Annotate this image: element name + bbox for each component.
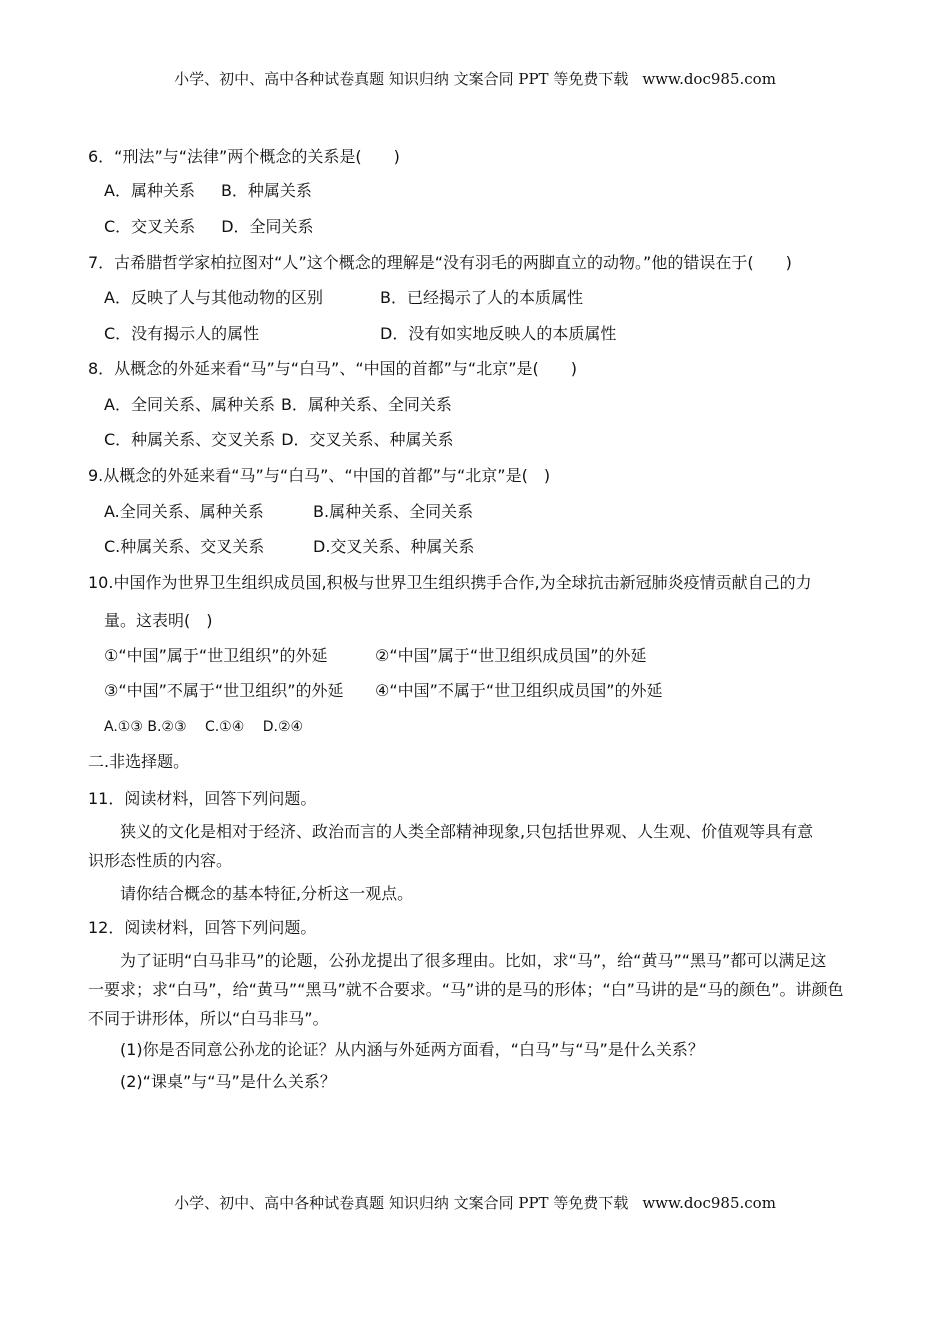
q10-statement-4: ④“中国”不属于“世卫组织成员国”的外延 — [375, 681, 663, 700]
q8-options-row1 — [104, 395, 452, 415]
q10-stem-line2: 量。这表明( ) — [104, 611, 213, 630]
q9-option-d: D.交叉关系、种属关系 — [313, 537, 475, 556]
q8-option-c: C．种属关系、交叉关系 — [104, 430, 276, 449]
q12-subquestion-1: (1)你是否同意公孙龙的论证？从内涵与外延两方面看，“白马”与“马”是什么关系？ — [120, 1040, 704, 1059]
q8-option-b: B．属种关系、全同关系 — [280, 395, 452, 414]
q12-paragraph-1: 为了证明“白马非马”的论题，公孙龙提出了很多理由。比如，求“马”，给“黄马”“黑马”都可以满足这 — [120, 951, 827, 970]
q6-option-a: A．属种关系 — [104, 181, 195, 200]
header-text: 小学、初中、高中各种试卷真题 知识归纳 文案合同 PPT 等免费下载 — [174, 70, 629, 88]
header-url[interactable]: www.doc985.com — [642, 70, 776, 88]
q12-subquestion-2: (2)“课桌”与“马”是什么关系？ — [120, 1072, 336, 1091]
q10-statement-1: ①“中国”属于“世卫组织”的外延 — [104, 646, 328, 665]
q6-stem: 6．“刑法”与“法律”两个概念的关系是( ) — [88, 147, 400, 166]
q7-option-c: C．没有揭示人的属性 — [104, 324, 260, 343]
q8-option-d: D．交叉关系、种属关系 — [281, 430, 454, 449]
q10-statement-2: ②“中国”属于“世卫组织成员国”的外延 — [375, 646, 647, 665]
q9-option-a: A.全同关系、属种关系 — [104, 502, 264, 521]
q8-option-a: A．全同关系、属种关系 — [104, 395, 275, 414]
page-footer — [0, 1192, 950, 1213]
q11-paragraph-3: 请你结合概念的基本特征,分析这一观点。 — [120, 884, 414, 903]
q8-stem: 8．从概念的外延来看“马”与“白马”、“中国的首都”与“北京”是( ) — [88, 359, 577, 378]
q11-paragraph-2: 识形态性质的内容。 — [88, 851, 233, 870]
q9-option-b: B.属种关系、全同关系 — [313, 502, 474, 521]
q8-options-row2 — [104, 430, 454, 450]
footer-text: 小学、初中、高中各种试卷真题 知识归纳 文案合同 PPT 等免费下载 — [174, 1194, 629, 1212]
q10-stem-line1: 10.中国作为世界卫生组织成员国,积极与世界卫生组织携手合作,为全球抗击新冠肺炎疫情贡献自己的力 — [88, 573, 812, 592]
q10-statement-3: ③“中国”不属于“世卫组织”的外延 — [104, 681, 344, 700]
q6-options-row2 — [104, 217, 314, 237]
q12-stem: 12．阅读材料，回答下列问题。 — [88, 918, 317, 937]
q11-paragraph-1: 狭义的文化是相对于经济、政治而言的人类全部精神现象,只包括世界观、人生观、价值观等具有意 — [120, 822, 814, 841]
q11-stem: 11．阅读材料，回答下列问题。 — [88, 789, 317, 808]
q7-option-d: D．没有如实地反映人的本质属性 — [380, 324, 617, 343]
page-header — [0, 68, 950, 89]
q9-stem: 9.从概念的外延来看“马”与“白马”、“中国的首都”与“北京”是( ) — [88, 466, 551, 485]
section-heading: 二.非选择题。 — [88, 752, 190, 771]
q6-options-row1 — [104, 181, 312, 201]
q7-option-a: A．反映了人与其他动物的区别 — [104, 288, 323, 307]
q12-paragraph-2: 一要求；求“白马”，给“黄马”“黑马”就不合要求。“马”讲的是马的形体；“白”马讲的是“马的颜色”。讲颜色 — [88, 980, 844, 999]
q6-option-c: C．交叉关系 — [104, 217, 196, 236]
q7-option-b: B．已经揭示了人的本质属性 — [380, 288, 583, 307]
q10-options: A.①③ B.②③ C.①④ D.②④ — [104, 719, 304, 735]
q7-stem: 7．古希腊哲学家柏拉图对“人”这个概念的理解是“没有羽毛的两脚直立的动物。”他的错误在于( ) — [88, 253, 792, 272]
q6-option-d: D．全同关系 — [221, 217, 314, 236]
q6-option-b: B．种属关系 — [220, 181, 312, 200]
q9-option-c: C.种属关系、交叉关系 — [104, 537, 265, 556]
q12-paragraph-3: 不同于讲形体，所以“白马非马”。 — [88, 1009, 329, 1028]
footer-url[interactable]: www.doc985.com — [642, 1194, 776, 1212]
